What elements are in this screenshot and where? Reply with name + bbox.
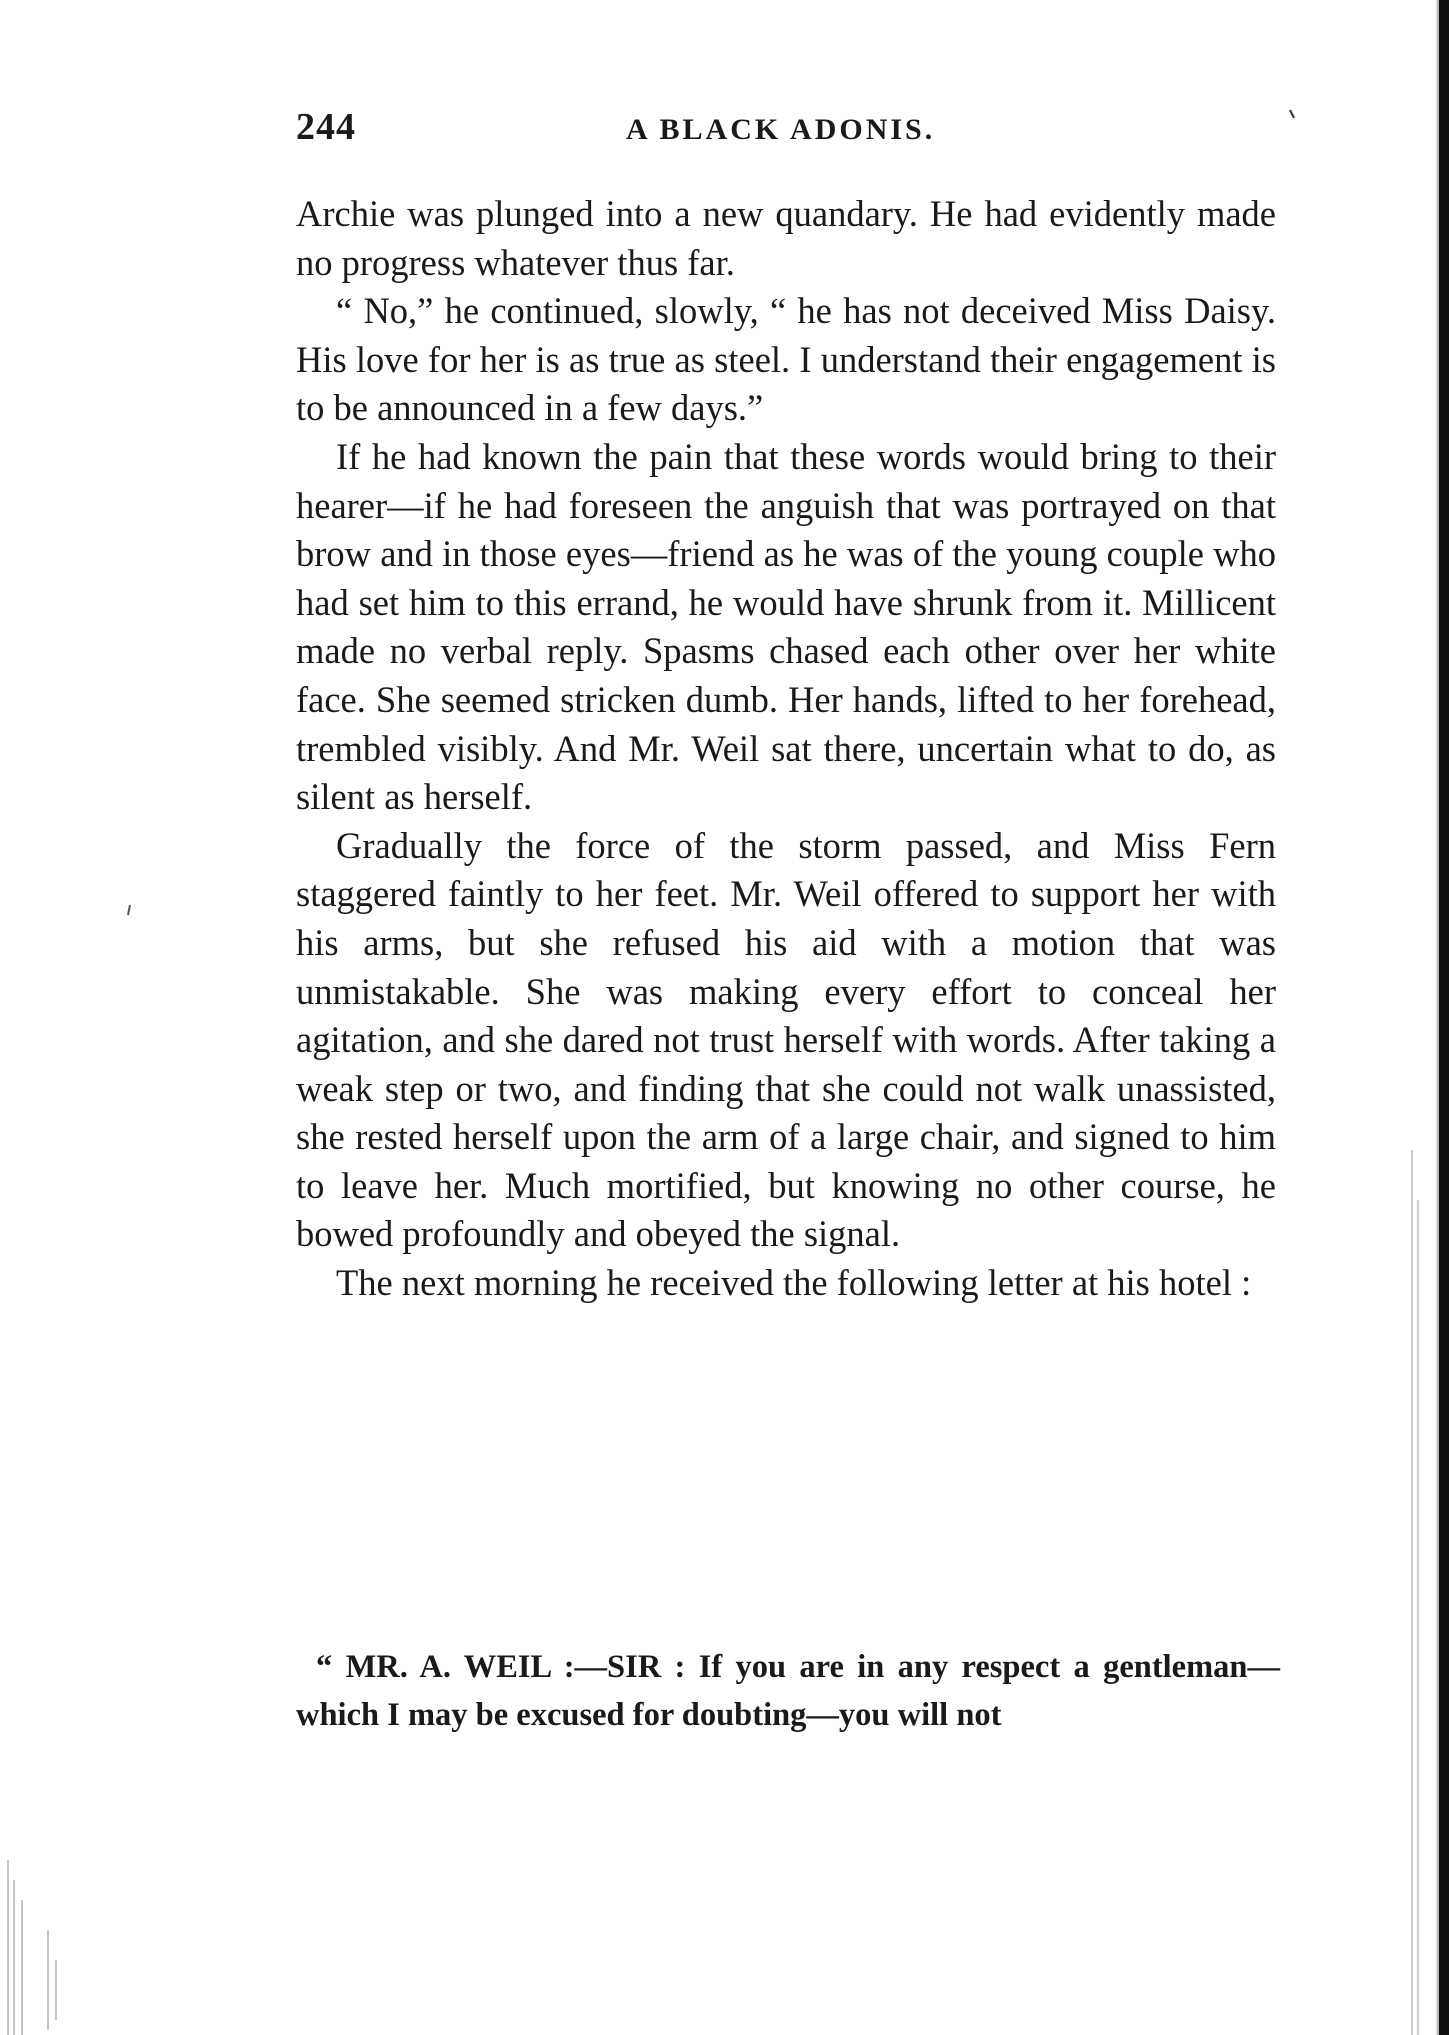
- page-header: [296, 105, 1276, 151]
- paragraph: If he had known the pain that these words would bring to their hearer—if he had foreseen the anguish that was portrayed on that brow and in those eyes—friend as he was of the young couple who had set him to this errand, he would have shrunk from it. Millicent made no verbal reply. Spasms chased each other over her white face. She seemed stricken dumb. Her hands, lifted to her forehead, trembled visibly. And Mr. Weil sat there, uncertain what to do, as silent as herself.: [296, 435, 1276, 818]
- paragraph: The next morning he received the following letter at his hotel :: [336, 1262, 1252, 1304]
- paragraph: Archie was plunged into a new quandary. He had evidently made no progress whatever thus far.: [296, 193, 1276, 283]
- body-text: [296, 190, 1276, 1308]
- speck-mark: [128, 905, 130, 915]
- paragraph: “ No,” he continued, slowly, “ he has not deceived Miss Daisy. His love for her is as true as steel. I understand their engagement is to be announced in a few days.”: [296, 290, 1276, 429]
- book-spine-edge: [1439, 0, 1449, 2035]
- paragraph: Gradually the force of the storm passed, and Miss Fern staggered faintly to her feet. Mr. Weil offered to support her with his arms, but she refused his aid with a motion that was unmistakable. She was making every effort to conceal her agitation, and she dared not trust herself with words. After taking a weak step or two, and finding that she could not walk unassisted, she rested herself upon the arm of a large chair, and signed to him to leave her. Much mortified, but knowing no other course, he bowed profoundly and obeyed the signal.: [296, 824, 1276, 1255]
- speck-mark: [1290, 110, 1294, 118]
- letter-excerpt: [296, 1643, 1280, 1739]
- letter-text: “ MR. A. WEIL :—SIR : If you are in any respect a gentleman—which I may be excused for doubting—you will not: [296, 1649, 1280, 1733]
- page-number: 244: [296, 106, 356, 148]
- running-head: A BLACK ADONIS.: [626, 113, 936, 146]
- left-edge-noise: [8, 1860, 56, 2035]
- right-edge-noise: [1412, 1150, 1418, 2035]
